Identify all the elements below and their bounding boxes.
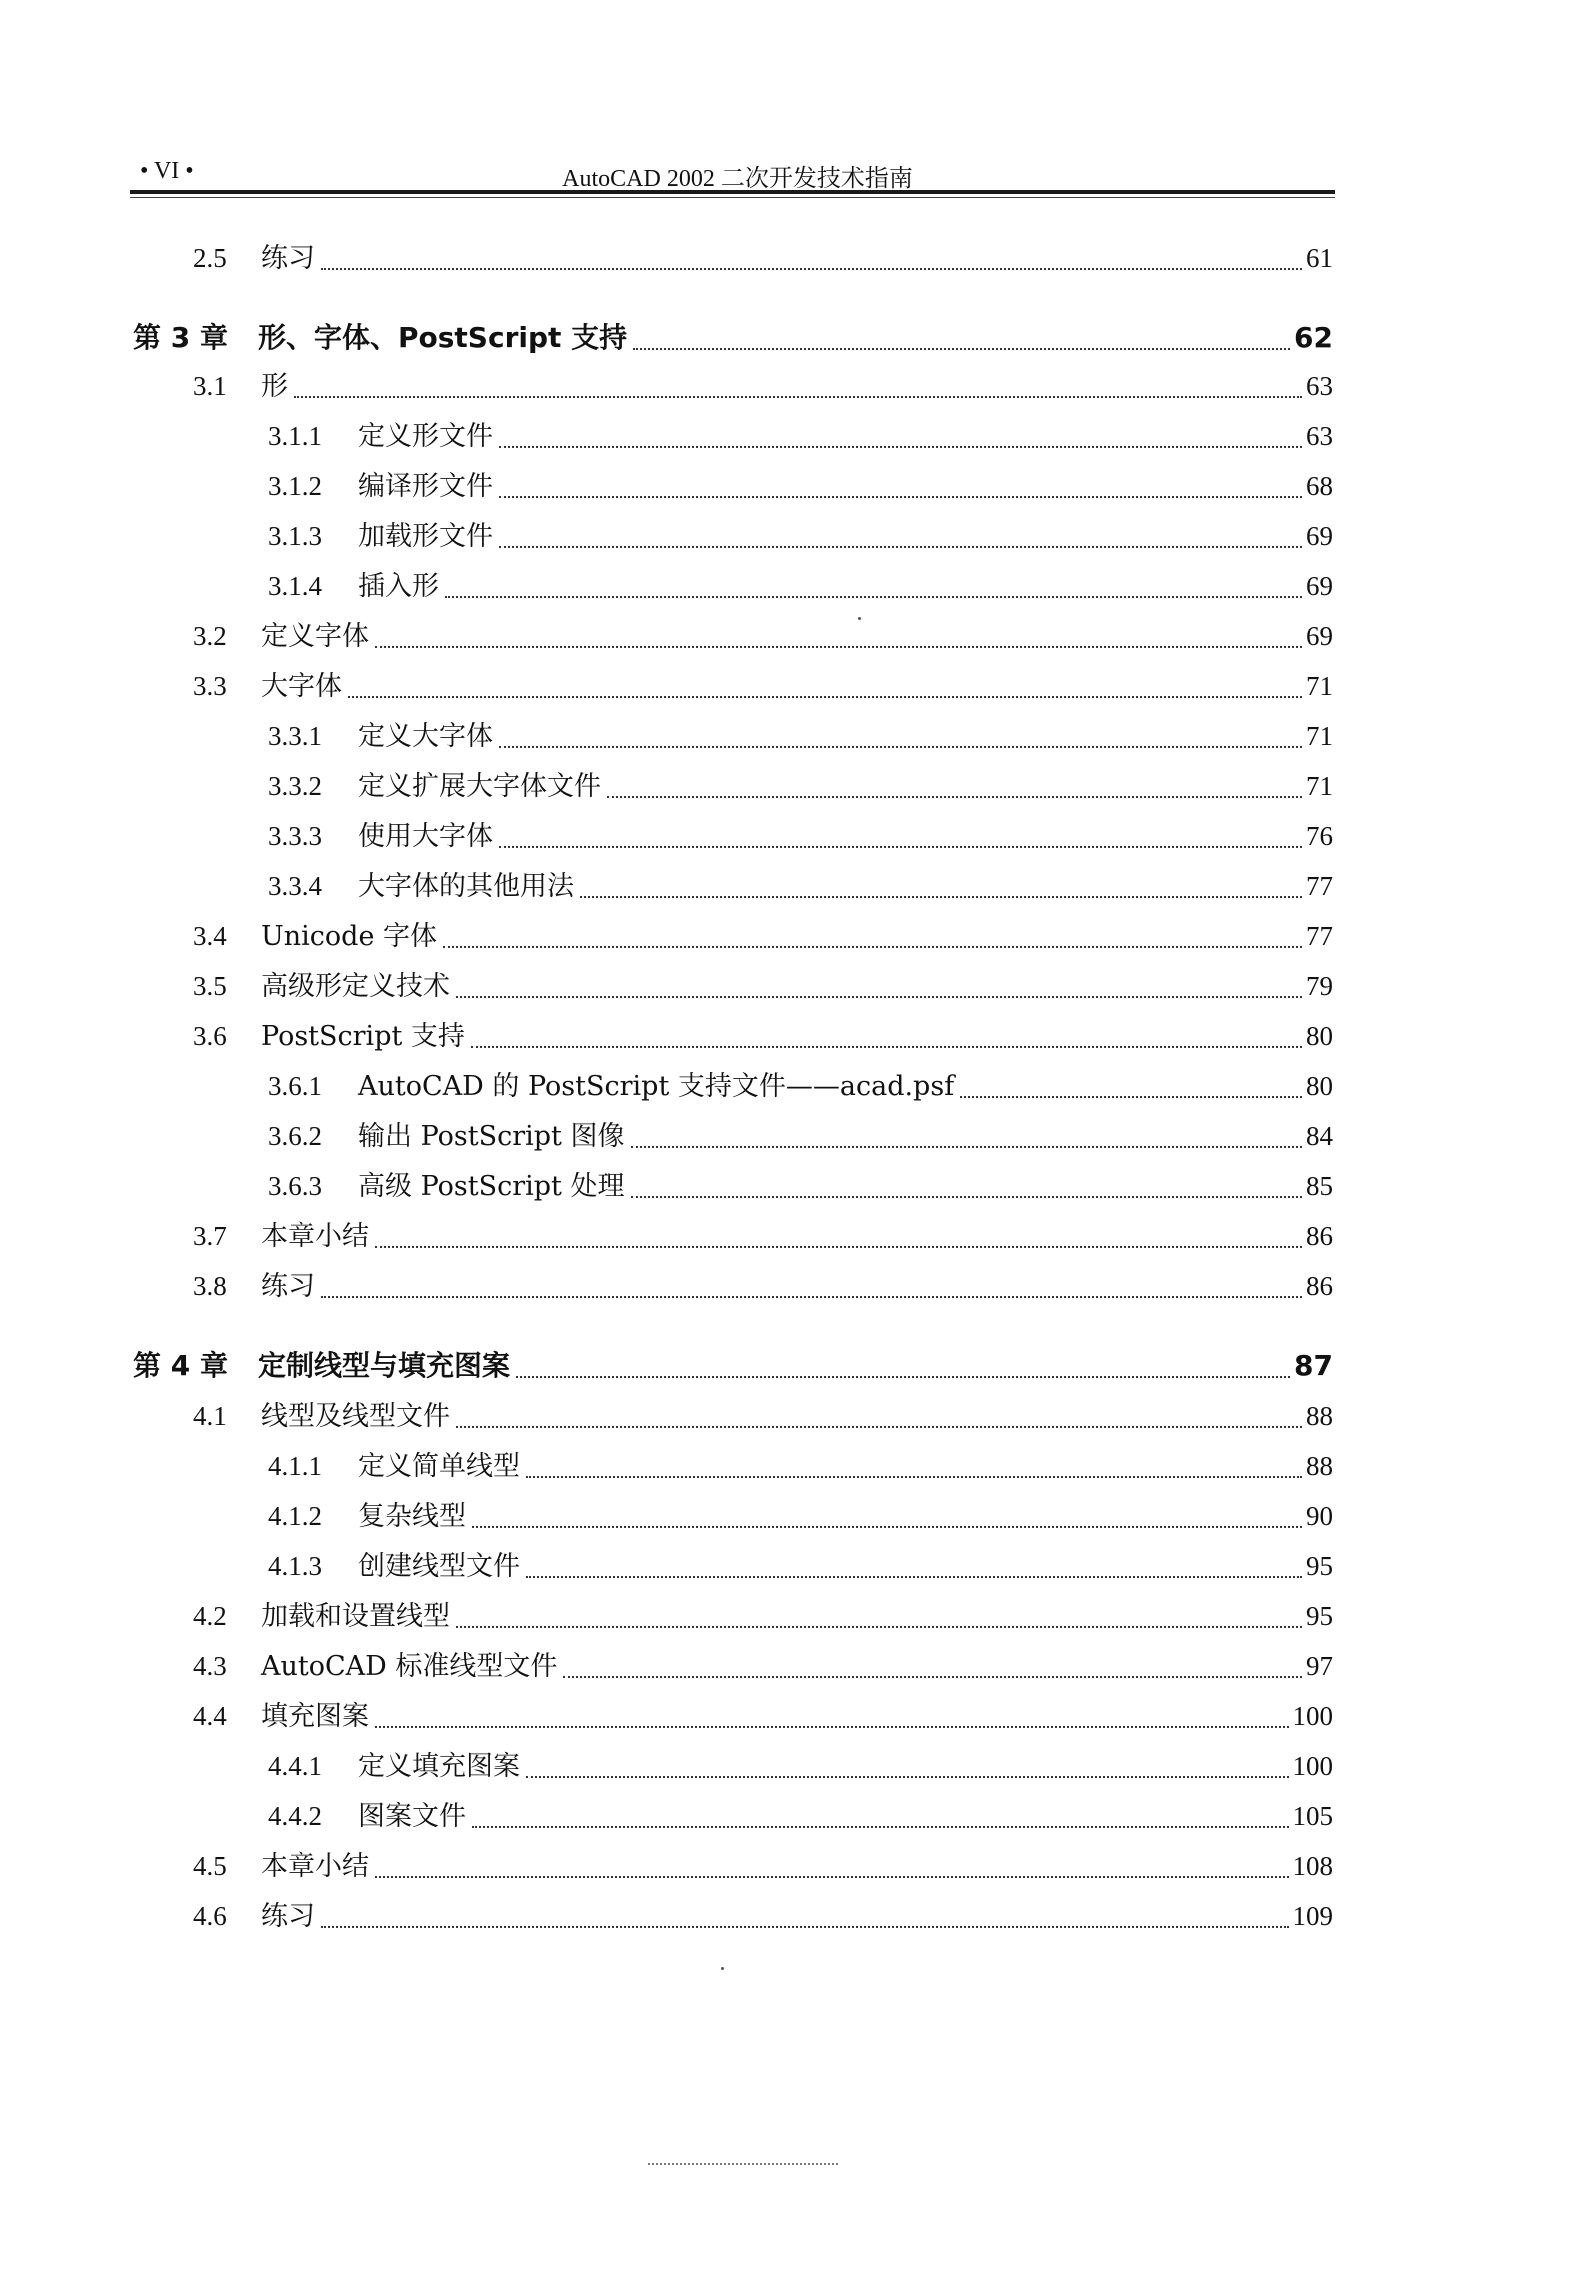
toc-entry-title: 本章小结 <box>261 1851 369 1882</box>
toc-entry-page: 109 <box>1292 1901 1333 1931</box>
toc-entry-page: 61 <box>1306 243 1333 273</box>
toc-subsection-row <box>268 1116 1333 1156</box>
toc-entry-page: 71 <box>1306 771 1333 801</box>
toc-subsection-row <box>268 1496 1333 1536</box>
toc-entry-title: 高级形定义技术 <box>261 971 450 1002</box>
page-header <box>140 158 1335 192</box>
dot-leader <box>633 348 1290 350</box>
toc-entry-title: PostScript 支持 <box>261 1021 465 1052</box>
toc-entry-page: 80 <box>1306 1071 1333 1101</box>
toc-entry-page: 100 <box>1292 1751 1333 1781</box>
dot-leader <box>375 646 1302 648</box>
dot-leader <box>526 1576 1302 1578</box>
toc-entry-title: 加载和设置线型 <box>261 1601 450 1632</box>
toc-entry-number: 3.6 <box>193 1021 227 1051</box>
toc-subsection-row <box>268 1066 1333 1106</box>
toc-entry-page: 86 <box>1306 1221 1333 1251</box>
toc-entry-number: 3.3 <box>193 671 227 701</box>
toc-entry-title: 练习 <box>261 1271 315 1302</box>
toc-entry-page: 88 <box>1306 1451 1333 1481</box>
toc-entry-page: 80 <box>1306 1021 1333 1051</box>
toc-entry-page: 95 <box>1306 1601 1333 1631</box>
toc-entry-page: 100 <box>1292 1701 1333 1731</box>
toc-entry-number: 4.4.1 <box>268 1751 322 1781</box>
scan-speck <box>721 1967 724 1970</box>
toc-entry-page: 69 <box>1306 571 1333 601</box>
dot-leader <box>472 1826 1289 1828</box>
toc-entry-page: 79 <box>1306 971 1333 1001</box>
toc-entry-title: 输出 PostScript 图像 <box>358 1121 625 1152</box>
toc-entry-title: 形、字体、PostScript 支持 <box>258 321 628 354</box>
toc-entry-title: Unicode 字体 <box>261 921 438 952</box>
toc-entry-page: 105 <box>1292 1801 1333 1831</box>
toc-subsection-row <box>268 1446 1333 1486</box>
toc-entry-page: 68 <box>1306 471 1333 501</box>
toc-entry-number: 3.1.1 <box>268 421 322 451</box>
toc-entry-page: 63 <box>1306 371 1333 401</box>
toc-subsection-row <box>268 1166 1333 1206</box>
toc-entry-number: 4.1.2 <box>268 1501 322 1531</box>
toc-entry-title: 定义大字体 <box>358 721 493 752</box>
toc-subsection-row <box>268 1546 1333 1586</box>
toc-section-row <box>193 1016 1333 1056</box>
dot-leader <box>471 1046 1302 1048</box>
toc-entry-number: 4.4 <box>193 1701 227 1731</box>
toc-entry-number: 4.1.3 <box>268 1551 322 1581</box>
toc-entry-number: 第 3 章 <box>133 321 228 354</box>
running-title: AutoCAD 2002 二次开发技术指南 <box>562 166 913 192</box>
toc-entry-number: 4.1.1 <box>268 1451 322 1481</box>
toc-entry-page: 88 <box>1306 1401 1333 1431</box>
toc-entry-page: 62 <box>1294 321 1333 354</box>
toc-entry-title: 填充图案 <box>261 1701 369 1732</box>
toc-entry-page: 69 <box>1306 621 1333 651</box>
toc-section-row <box>193 1646 1333 1686</box>
toc-subsection-row <box>268 516 1333 556</box>
toc-subsection-row <box>268 1746 1333 1786</box>
dot-leader <box>321 268 1302 270</box>
toc-entry-number: 3.6.1 <box>268 1071 322 1101</box>
toc-section-row <box>193 1896 1333 1936</box>
toc-entry-number: 4.3 <box>193 1651 227 1681</box>
toc-entry-page: 84 <box>1306 1121 1333 1151</box>
dot-leader <box>631 1196 1303 1198</box>
toc-entry-number: 3.6.3 <box>268 1171 322 1201</box>
toc-entry-title: 编译形文件 <box>358 471 493 502</box>
toc-entry-title: 复杂线型 <box>358 1501 466 1532</box>
dot-leader <box>499 846 1302 848</box>
toc-section-row <box>193 1696 1333 1736</box>
dot-leader <box>445 596 1302 598</box>
toc-entry-title: 大字体 <box>261 671 342 702</box>
toc-entry-number: 3.3.3 <box>268 821 322 851</box>
toc-entry-number: 第 4 章 <box>133 1349 228 1382</box>
toc-entry-page: 71 <box>1306 671 1333 701</box>
toc-entry-page: 87 <box>1294 1349 1333 1382</box>
toc-entry-page: 90 <box>1306 1501 1333 1531</box>
dot-leader <box>563 1676 1302 1678</box>
toc-entry-title: AutoCAD 标准线型文件 <box>261 1651 558 1682</box>
toc-section-row <box>193 616 1333 656</box>
dot-leader <box>526 1476 1302 1478</box>
toc-entry-number: 3.4 <box>193 921 227 951</box>
toc-subsection-row <box>268 466 1333 506</box>
toc-entry-page: 77 <box>1306 921 1333 951</box>
toc-section-row <box>193 666 1333 706</box>
dot-leader <box>321 1926 1289 1928</box>
toc-entry-number: 3.8 <box>193 1271 227 1301</box>
toc-entry-title: 高级 PostScript 处理 <box>358 1171 625 1202</box>
toc-entry-title: 定义简单线型 <box>358 1451 520 1482</box>
header-rule-thin <box>130 197 1335 198</box>
toc-entry-title: 练习 <box>261 1901 315 1932</box>
toc-entry-number: 3.2 <box>193 621 227 651</box>
toc-entry-title: 定义填充图案 <box>358 1751 520 1782</box>
toc-chapter-row <box>133 1346 1333 1386</box>
toc-entry-page: 71 <box>1306 721 1333 751</box>
dot-leader <box>294 396 1302 398</box>
toc-entry-page: 95 <box>1306 1551 1333 1581</box>
toc-entry-number: 3.5 <box>193 971 227 1001</box>
toc-subsection-row <box>268 866 1333 906</box>
toc-entry-page: 63 <box>1306 421 1333 451</box>
toc-entry-title: 大字体的其他用法 <box>358 871 574 902</box>
toc-entry-page: 77 <box>1306 871 1333 901</box>
toc-entry-page: 108 <box>1292 1851 1333 1881</box>
dot-leader <box>456 1626 1302 1628</box>
toc-section-row <box>193 238 1333 278</box>
dot-leader <box>960 1096 1302 1098</box>
toc-entry-title: 使用大字体 <box>358 821 493 852</box>
dot-leader <box>456 996 1302 998</box>
scan-speck <box>858 617 861 620</box>
dot-leader <box>499 496 1302 498</box>
dot-leader <box>580 896 1302 898</box>
toc-section-row <box>193 1396 1333 1436</box>
toc-entry-title: 图案文件 <box>358 1801 466 1832</box>
toc-entry-number: 4.6 <box>193 1901 227 1931</box>
dot-leader <box>321 1296 1302 1298</box>
toc-entry-number: 3.1 <box>193 371 227 401</box>
dot-leader <box>472 1526 1302 1528</box>
toc-subsection-row <box>268 816 1333 856</box>
dot-leader <box>607 796 1302 798</box>
toc-entry-page: 69 <box>1306 521 1333 551</box>
dot-leader <box>375 1246 1302 1248</box>
toc-section-row <box>193 1266 1333 1306</box>
toc-subsection-row <box>268 716 1333 756</box>
dot-leader <box>499 446 1302 448</box>
toc-section-row <box>193 1216 1333 1256</box>
toc-subsection-row <box>268 1796 1333 1836</box>
toc-entry-number: 3.3.2 <box>268 771 322 801</box>
toc-entry-title: 线型及线型文件 <box>261 1401 450 1432</box>
toc-entry-page: 85 <box>1306 1171 1333 1201</box>
toc-entry-number: 3.3.1 <box>268 721 322 751</box>
toc-entry-title: 定义扩展大字体文件 <box>358 771 601 802</box>
toc-section-row <box>193 916 1333 956</box>
toc-subsection-row <box>268 416 1333 456</box>
toc-entry-number: 4.4.2 <box>268 1801 322 1831</box>
toc-subsection-row <box>268 566 1333 606</box>
dot-leader <box>526 1776 1289 1778</box>
toc-entry-number: 3.1.3 <box>268 521 322 551</box>
dot-leader <box>348 696 1302 698</box>
dot-leader <box>443 946 1302 948</box>
toc-section-row <box>193 966 1333 1006</box>
toc-entry-number: 3.1.4 <box>268 571 322 601</box>
page-number-roman: • VI • <box>140 158 194 184</box>
dot-leader <box>631 1146 1303 1148</box>
toc-section-row <box>193 366 1333 406</box>
toc-entry-page: 76 <box>1306 821 1333 851</box>
toc-entry-title: 插入形 <box>358 571 439 602</box>
scan-artifact-marks <box>648 2163 838 2165</box>
toc-subsection-row <box>268 766 1333 806</box>
toc-entry-page: 86 <box>1306 1271 1333 1301</box>
toc-entry-title: 本章小结 <box>261 1221 369 1252</box>
toc-entry-number: 3.7 <box>193 1221 227 1251</box>
toc-section-row <box>193 1596 1333 1636</box>
toc-entry-title: 定义形文件 <box>358 421 493 452</box>
dot-leader <box>375 1726 1289 1728</box>
toc-entry-number: 4.5 <box>193 1851 227 1881</box>
toc-entry-title: AutoCAD 的 PostScript 支持文件——acad.psf <box>358 1071 955 1102</box>
toc-entry-number: 4.2 <box>193 1601 227 1631</box>
dot-leader <box>456 1426 1302 1428</box>
toc-entry-title: 创建线型文件 <box>358 1551 520 1582</box>
toc-entry-number: 3.3.4 <box>268 871 322 901</box>
toc-section-row <box>193 1846 1333 1886</box>
toc-entry-number: 2.5 <box>193 243 227 273</box>
toc-entry-number: 3.1.2 <box>268 471 322 501</box>
toc-entry-number: 4.1 <box>193 1401 227 1431</box>
toc-entry-title: 练习 <box>261 243 315 274</box>
dot-leader <box>499 746 1302 748</box>
dot-leader <box>375 1876 1289 1878</box>
dot-leader <box>499 546 1302 548</box>
toc-entry-title: 定制线型与填充图案 <box>258 1349 511 1382</box>
toc-entry-title: 定义字体 <box>261 621 369 652</box>
toc-entry-title: 加载形文件 <box>358 521 493 552</box>
dot-leader <box>516 1376 1290 1378</box>
toc-chapter-row <box>133 318 1333 358</box>
header-rule <box>130 190 1335 194</box>
toc-entry-page: 97 <box>1306 1651 1333 1681</box>
toc-entry-title: 形 <box>261 371 288 402</box>
toc-entry-number: 3.6.2 <box>268 1121 322 1151</box>
